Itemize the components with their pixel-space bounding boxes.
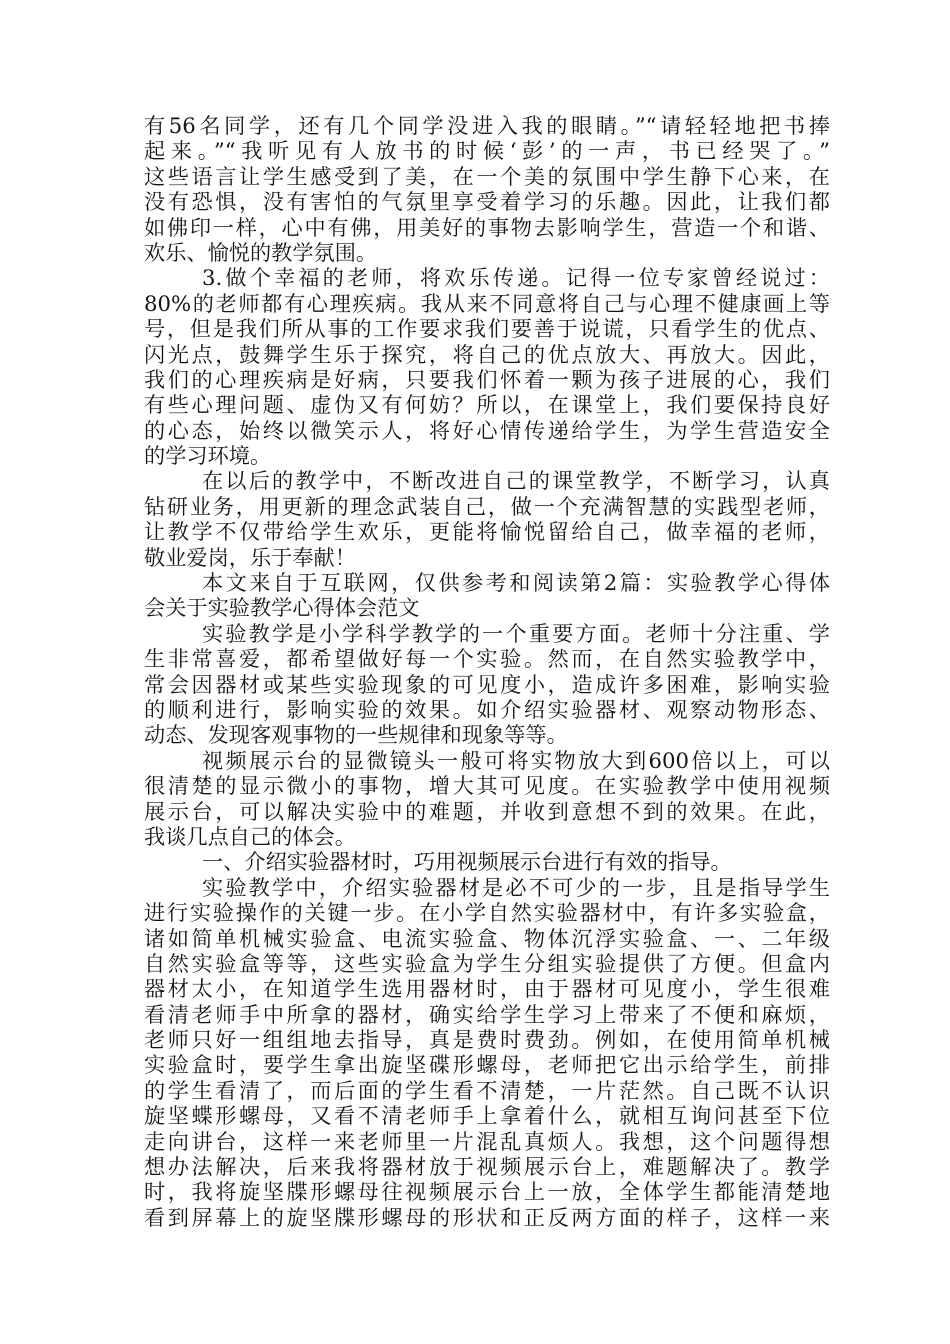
text-line: 号，但是我们所从事的工作要求我们要善于说谎，只看学生的优点、 <box>144 316 830 342</box>
text-line: 敬业爱岗，乐于奉献！ <box>144 544 356 570</box>
text-line: 走向讲台，这样一来老师里一片混乱真烦人。我想，这个问题得想 <box>144 1128 830 1154</box>
text-line: 3.做个幸福的老师，将欢乐传递。记得一位专家曾经说过： <box>202 265 830 291</box>
text-line: 实验盒时，要学生拿出旋坚碟形螺母，老师把它出示给学生，前排 <box>144 1052 830 1078</box>
text-line: 实验教学是小学科学教学的一个重要方面。老师十分注重、学 <box>202 620 830 646</box>
text-line: 的心态，始终以微笑示人，将好心情传递给学生，为学生营造安全 <box>144 417 830 443</box>
text-line: 有些心理问题、虚伪又有何妨？所以，在课堂上，我们要保持良好 <box>144 392 830 418</box>
text-line: 欢乐、愉悦的教学氛围。 <box>144 239 378 265</box>
text-line: 时，我将旋坚牒形螺母往视频展示台上一放，全体学生都能清楚地 <box>144 1179 830 1205</box>
text-line: 会关于实验教学心得体会范文 <box>144 595 420 621</box>
text-line: 本文来自于互联网，仅供参考和阅读第2篇：实验教学心得体 <box>202 570 830 596</box>
text-line: 没有恐惧，没有害怕的气氛里享受着学习的乐趣。因此，让我们都 <box>144 189 830 215</box>
text-line: 一、介绍实验器材时，巧用视频展示台进行有效的指导。 <box>202 849 732 875</box>
text-line: 我们的心理疾病是好病，只要我们怀着一颗为孩子进展的心，我们 <box>144 366 830 392</box>
text-line: 在以后的教学中，不断改进自己的课堂教学，不断学习，认真 <box>202 468 830 494</box>
text-line: 想办法解决，后来我将器材放于视频展示台上，难题解决了。教学 <box>144 1154 830 1180</box>
text-line: 的学习环境。 <box>144 443 272 469</box>
text-line: 闪光点，鼓舞学生乐于探究，将自己的优点放大、再放大。因此， <box>144 341 830 367</box>
text-line: 旋坚蝶形螺母，又看不清老师手上拿着什么，就相互询问甚至下位 <box>144 1103 830 1129</box>
text-line: 的顺利进行，影响实验的效果。如介绍实验器材、观察动物形态、 <box>144 696 830 722</box>
text-line: 如佛印一样，心中有佛，用美好的事物去影响学生，营造一个和谐、 <box>144 214 830 240</box>
text-line: 我谈几点自己的体会。 <box>144 823 356 849</box>
text-line: 有56名同学，还有几个同学没进入我的眼睛。”“请轻轻地把书捧 <box>144 113 830 138</box>
text-line: 钻研业务，用更新的理念武装自己，做一个充满智慧的实践型老师， <box>144 493 830 519</box>
text-line: 生非常喜爱，都希望做好每一个实验。然而，在自然实验教学中， <box>144 646 830 672</box>
text-line: 进行实验操作的关键一步。在小学自然实验器材中，有许多实验盒， <box>144 900 830 926</box>
text-line: 展示台，可以解决实验中的难题，并收到意想不到的效果。在此， <box>144 798 830 824</box>
text-line: 动态、发现客观事物的一些规律和现象等等。 <box>144 722 568 748</box>
text-line: 起来。”“我听见有人放书的时候‘彭’的一声，书已经哭了。” <box>144 138 830 164</box>
text-line: 看到屏幕上的旋坚牒形螺母的形状和正反两方面的样子，这样一来 <box>144 1204 830 1230</box>
text-line: 80%的老师都有心理疾病。我从来不同意将自己与心理不健康画上等 <box>144 290 830 316</box>
text-line: 视频展示台的显微镜头一般可将实物放大到600倍以上，可以 <box>202 747 830 773</box>
text-line: 让教学不仅带给学生欢乐，更能将愉悦留给自己，做幸福的老师， <box>144 519 830 545</box>
text-line: 诸如简单机械实验盒、电流实验盒、物体沉浮实验盒、一、二年级 <box>144 925 830 951</box>
document-page <box>144 113 830 1230</box>
text-line: 这些语言让学生感受到了美，在一个美的氛围中学生静下心来，在 <box>144 163 830 189</box>
text-line: 很清楚的显示微小的事物，增大其可见度。在实验教学中使用视频 <box>144 773 830 799</box>
text-line: 老师只好一组组地去指导，真是费时费劲。例如，在使用简单机械 <box>144 1027 830 1053</box>
text-line: 常会因器材或某些实验现象的可见度小，造成许多困难，影响实验 <box>144 671 830 697</box>
text-line: 看清老师手中所拿的器材，确实给学生学习上带来了不便和麻烦， <box>144 1001 830 1027</box>
text-line: 自然实验盒等等，这些实验盒为学生分组实验提供了方便。但盒内 <box>144 950 830 976</box>
text-line: 的学生看清了，而后面的学生看不清楚，一片茫然。自己既不认识 <box>144 1077 830 1103</box>
text-line: 实验教学中，介绍实验器材是必不可少的一步，且是指导学生 <box>202 874 830 900</box>
text-line: 器材太小，在知道学生选用器材时，由于器材可见度小，学生很难 <box>144 976 830 1002</box>
